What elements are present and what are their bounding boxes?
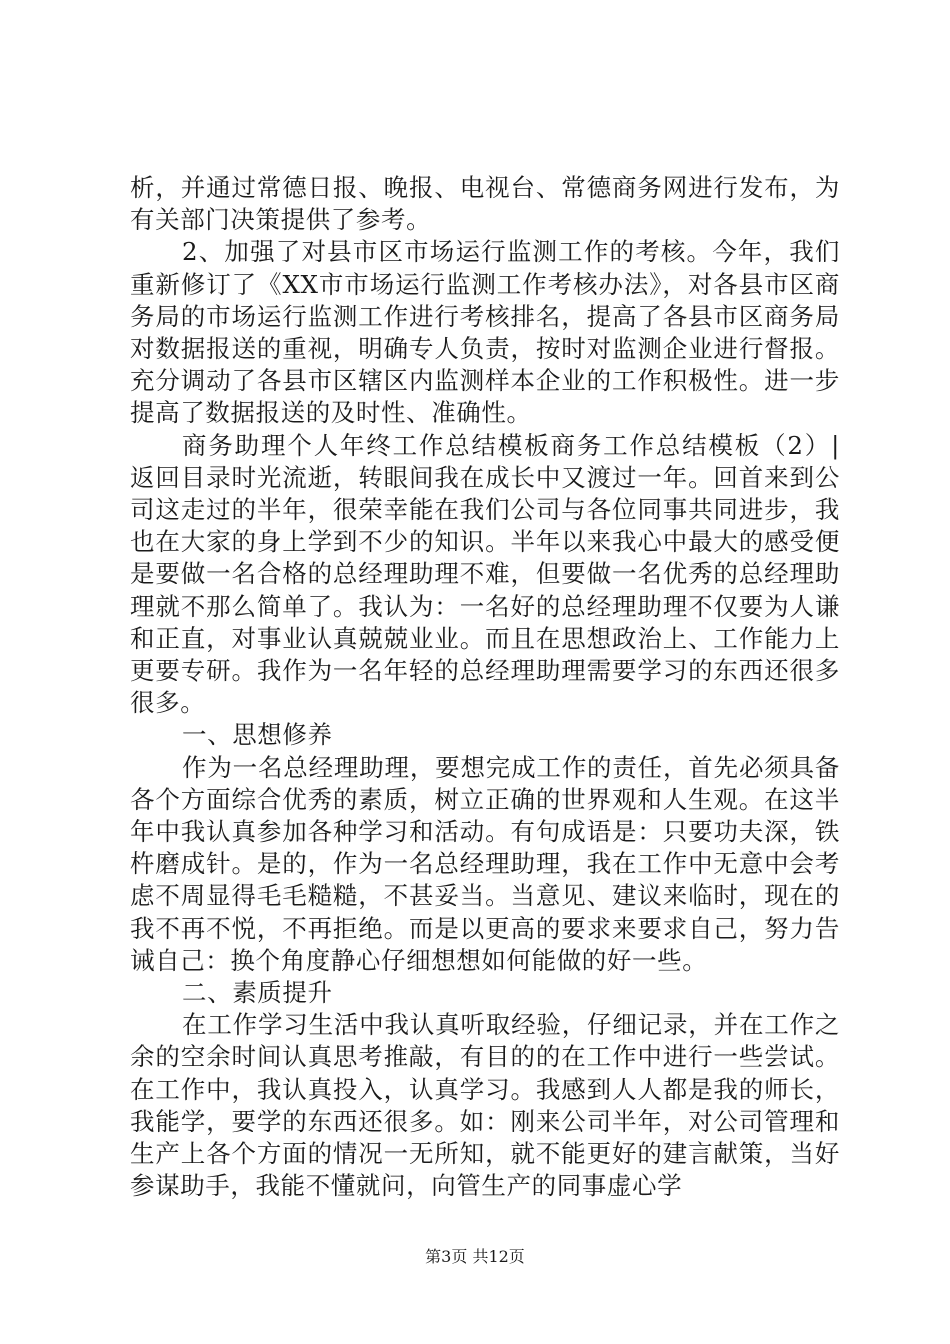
- paragraph-summary-template: 商务助理个人年终工作总结模板商务工作总结模板（2）| 返回目录时光流逝，转眼间我在成长中又渡过一年。回首来到公司这走过的半年，很荣幸能在我们公司与各位同事共同进步，我也在大家的身上学到不少的知识。半年以来我心中最大的感受便是要做一名合格的总经理助理不难，但要做一名优秀的总经理助理就不那么简单了。我认为：一名好的总经理助理不仅要为人谦和正直，对事业认真兢兢业业。而且在思想政治上、工作能力上更要专研。我作为一名年轻的总经理助理需要学习的东西还很多很多。: [130, 430, 840, 718]
- document-body: [130, 172, 840, 1203]
- section-heading-quality: 二、素质提升: [182, 978, 333, 1008]
- paragraph-quality: 在工作学习生活中我认真听取经验，仔细记录，并在工作之余的空余时间认真思考推敲，有目的的在工作中进行一些尝试。在工作中，我认真投入，认真学习。我感到人人都是我的师长，我能学，要学的东西还很多。如：刚来公司半年，对公司管理和生产上各个方面的情况一无所知，就不能更好的建言献策，当好参谋助手，我能不懂就问，向管生产的同事虚心学: [130, 1010, 840, 1201]
- section-heading-ideological: 一、思想修养: [182, 720, 333, 750]
- paragraph-intro-continuation: 析，并通过常德日报、晚报、电视台、常德商务网进行发布，为有关部门决策提供了参考。: [130, 173, 840, 235]
- page-number-footer: 第3页 共12页: [425, 1247, 525, 1266]
- paragraph-monitoring-assessment: 2、加强了对县市区市场运行监测工作的考核。今年，我们重新修订了《XX市市场运行监测工作考核办法》，对各县市区商务局的市场运行监测工作进行考核排名，提高了各县市区商务局对数据报送的重视，明确专人负责，按时对监测企业进行督报。充分调动了各县市区辖区内监测样本企业的工作积极性。进一步提高了数据报送的及时性、准确性。: [130, 237, 840, 428]
- paragraph-ideological: 作为一名总经理助理，要想完成工作的责任，首先必须具备各个方面综合优秀的素质，树立正确的世界观和人生观。在这半年中我认真参加各种学习和活动。有句成语是：只要功夫深，铁杵磨成针。是的，作为一名总经理助理，我在工作中无意中会考虑不周显得毛毛糙糙，不甚妥当。当意见、建议来临时，现在的我不再不悦，不再拒绝。而是以更高的要求来要求自己，努力告诫自己：换个角度静心仔细想想如何能做的好一些。: [130, 752, 840, 975]
